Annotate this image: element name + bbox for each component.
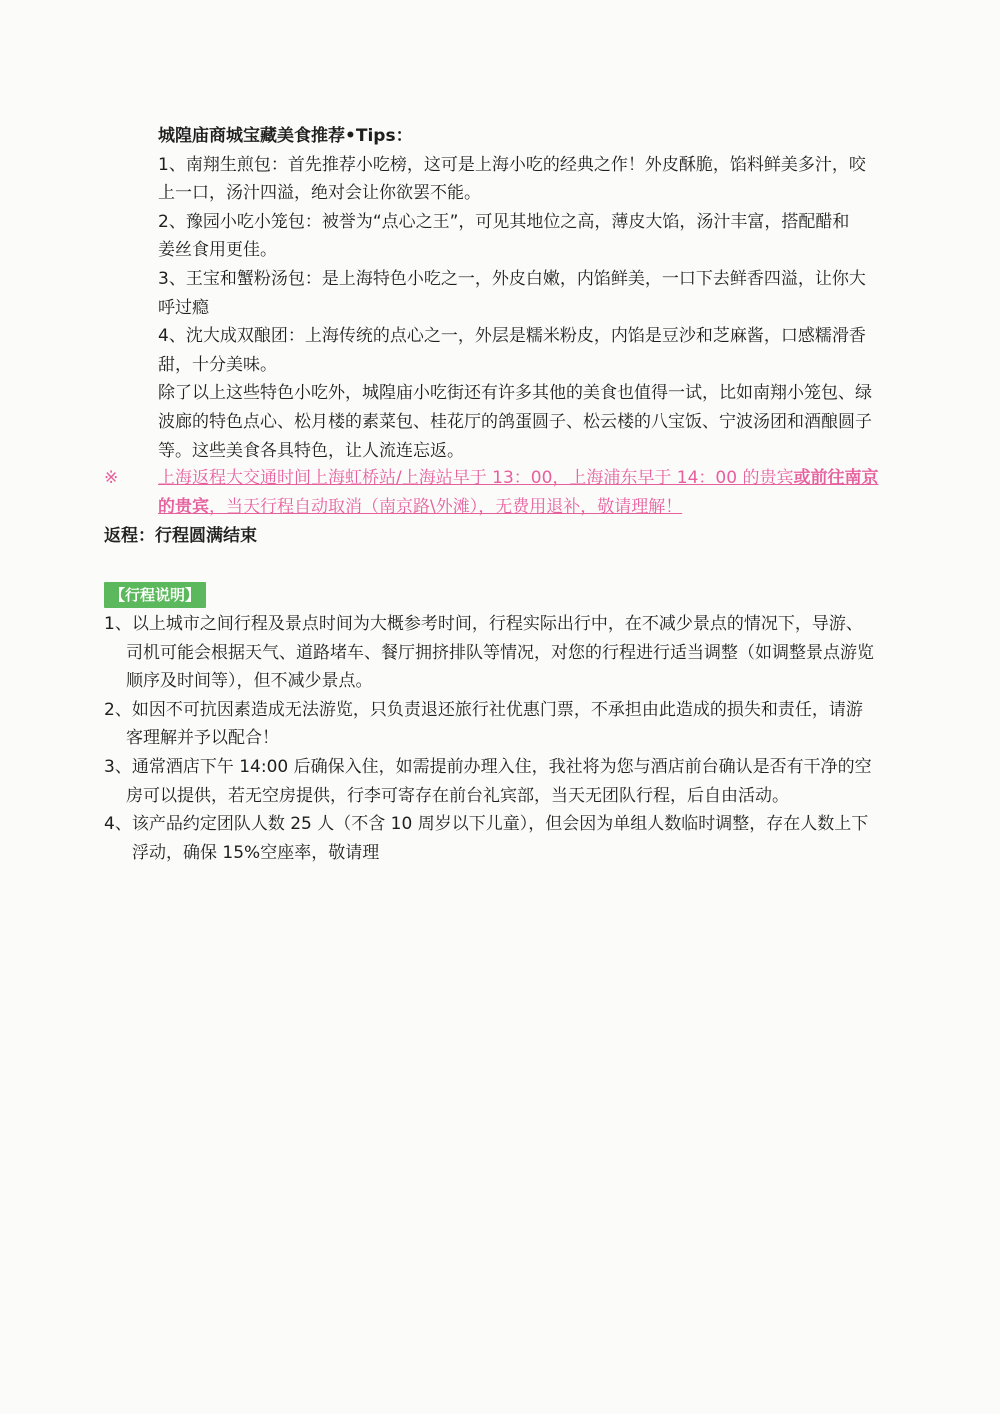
itinerary-notes-badge: 【行程说明】 [104,582,206,608]
tips-line: 3、王宝和蟹粉汤包：是上海特色小吃之一，外皮白嫩，内馅鲜美，一口下去鲜香四溢，让你大 [158,268,866,289]
note-line: 1、以上城市之间行程及景点时间为大概参考时间，行程实际出行中，在不减少景点的情况下，导游、 [104,614,863,634]
tips-line: 等。这些美食各具特色，让人流连忘返。 [158,440,464,461]
note-line: 客理解并予以配合！ [126,728,279,749]
notice-line-1 [104,464,904,493]
note-line: 司机可能会根据天气、道路堵车、餐厅拥挤排队等情况，对您的行程进行适当调整（如调整景点游览 [126,642,874,663]
notice-text: 上海返程大交通时间上海虹桥站/上海站早于 13：00，上海浦东早于 14：00 的贵宾 [158,468,794,488]
tips-line: 呼过瘾 [158,297,209,318]
tips-heading: 城隍庙商城宝藏美食推荐•Tips： [158,126,413,146]
note-line: 2、如因不可抗因素造成无法游览，只负责退还旅行社优惠门票，不承担由此造成的损失和责任，请游 [104,699,863,720]
tips-line: 甜，十分美味。 [158,354,277,375]
note-line: 4、该产品约定团队人数 25 人（不含 10 周岁以下儿童），但会因为单组人数临时调整，存在人数上下 [104,814,869,835]
itinerary-notes-list [104,610,904,867]
tips-line: 波廊的特色点心、松月楼的素菜包、桂花厅的鸽蛋圆子、松云楼的八宝饭、宁波汤团和酒酿圆子 [158,411,872,432]
note-item [104,753,904,810]
return-time-notice [104,464,904,521]
notice-text: ，当天行程自动取消（南京路\外滩），无费用退补，敬请理解！ [209,496,683,517]
return-heading: 返程：行程圆满结束 [104,526,257,546]
tips-line: 4、沈大成双酿团：上海传统的点心之一，外层是糯米粉皮，内馅是豆沙和芝麻酱，口感糯滑香 [158,326,866,347]
tips-line: 2、豫园小吃小笼包：被誉为“点心之王”，可见其地位之高，薄皮大馅，汤汁丰富，搭配醋和 [158,211,850,232]
notice-line-2 [104,493,904,522]
tips-line: 1、南翔生煎包：首先推荐小吃榜，这可是上海小吃的经典之作！外皮酥脆，馅料鲜美多汁，咬 [158,154,866,175]
reference-mark-icon: ※ [104,468,119,488]
notice-emphasis: 的贵宾 [158,496,209,517]
note-line: 3、通常酒店下午 14:00 后确保入住，如需提前办理入住，我社将为您与酒店前台确认是否有干净的空 [104,756,872,777]
note-item [104,610,904,696]
tips-line: 姜丝食用更佳。 [158,240,277,261]
note-line: 浮动，确保 15%空座率，敬请理 [132,842,380,863]
food-tips-section [158,122,898,465]
note-item [104,696,904,753]
note-item [104,810,904,867]
note-line: 顺序及时间等），但不减少景点。 [126,671,373,692]
tips-line: 上一口，汤汁四溢，绝对会让你欲罢不能。 [158,183,481,204]
notice-emphasis: 或前往南京 [793,468,879,488]
tips-line: 除了以上这些特色小吃外，城隍庙小吃街还有许多其他的美食也值得一试，比如南翔小笼包、绿 [158,383,872,404]
note-line: 房可以提供，若无空房提供，行李可寄存在前台礼宾部，当天无团队行程，后自由活动。 [126,785,789,806]
